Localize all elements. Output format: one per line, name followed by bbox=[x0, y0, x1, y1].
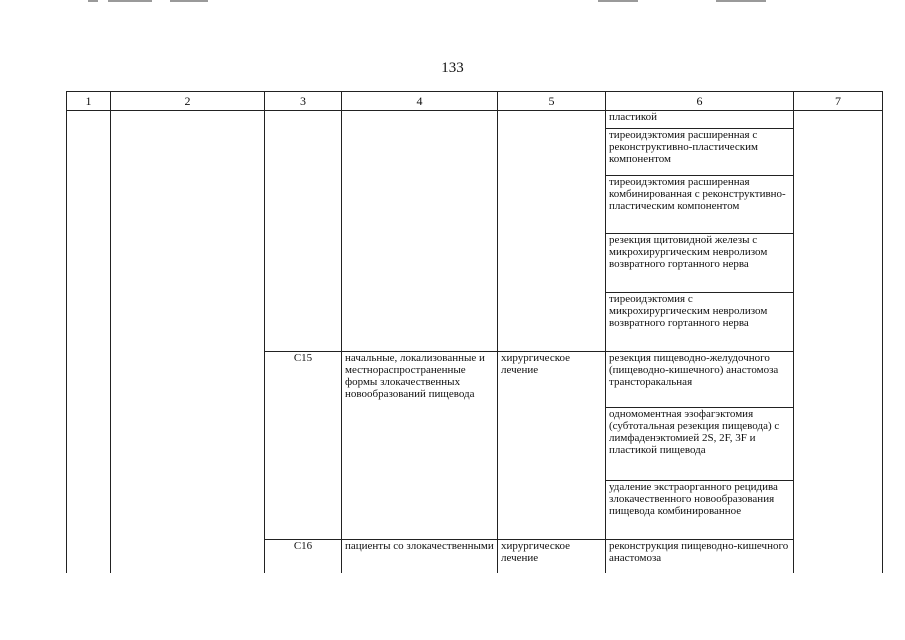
cell-diagnosis bbox=[342, 111, 498, 352]
method-cell: тиреоидэктомия с микрохирургическим невролизом возвратного гортанного нерва bbox=[606, 293, 794, 352]
cell-col2 bbox=[111, 111, 265, 573]
column-header: 2 bbox=[111, 92, 265, 111]
table-header-row bbox=[67, 92, 883, 111]
diagnosis-text: пациенты со злокачественными bbox=[342, 540, 498, 573]
method-cell: пластикой bbox=[606, 111, 794, 129]
method-cell: тиреоидэктомия расширенная с реконструктивно-пластическим компонентом bbox=[606, 129, 794, 176]
method-cell: удаление экстраорганного рецидива злокачественного новообразования пищевода комбинированное bbox=[606, 481, 794, 540]
method-cell: резекция пищеводно-желудочного (пищеводно-кишечного) анастомоза трансторакальная bbox=[606, 352, 794, 408]
column-header: 1 bbox=[67, 92, 111, 111]
scan-artifact bbox=[108, 0, 152, 2]
column-header: 7 bbox=[794, 92, 883, 111]
method-cell: реконструкция пищеводно-кишечного анастомоза bbox=[606, 540, 794, 573]
cell-code bbox=[265, 111, 342, 352]
cell-col7 bbox=[794, 111, 883, 573]
scan-artifact bbox=[170, 0, 208, 2]
column-header: 4 bbox=[342, 92, 498, 111]
table-row bbox=[67, 111, 883, 129]
scan-artifact bbox=[88, 0, 98, 2]
method-cell: резекция щитовидной железы с микрохирургическим невролизом возвратного гортанного нерва bbox=[606, 234, 794, 293]
cell-col1 bbox=[67, 111, 111, 573]
icd-code: С15 bbox=[265, 352, 342, 540]
diagnosis-text: начальные, локализованные и местнораспространенные формы злокачественных новообразований пищевода bbox=[342, 352, 498, 540]
icd-code: С16 bbox=[265, 540, 342, 573]
scan-artifact bbox=[598, 0, 638, 2]
page-number: 133 bbox=[441, 60, 464, 76]
cell-treatment bbox=[498, 111, 606, 352]
treatment-type: хирургическое лечение bbox=[498, 540, 606, 573]
method-cell: одномоментная эзофагэктомия (субтотальная резекция пищевода) с лимфаденэктомией 2S, 2F, 3F и пластикой пищевода bbox=[606, 408, 794, 481]
treatment-type: хирургическое лечение bbox=[498, 352, 606, 540]
column-header: 3 bbox=[265, 92, 342, 111]
column-header: 6 bbox=[606, 92, 794, 111]
scan-artifact bbox=[716, 0, 766, 2]
document-table bbox=[66, 91, 883, 573]
column-header: 5 bbox=[498, 92, 606, 111]
method-cell: тиреоидэктомия расширенная комбинированная с реконструктивно-пластическим компонентом bbox=[606, 176, 794, 234]
